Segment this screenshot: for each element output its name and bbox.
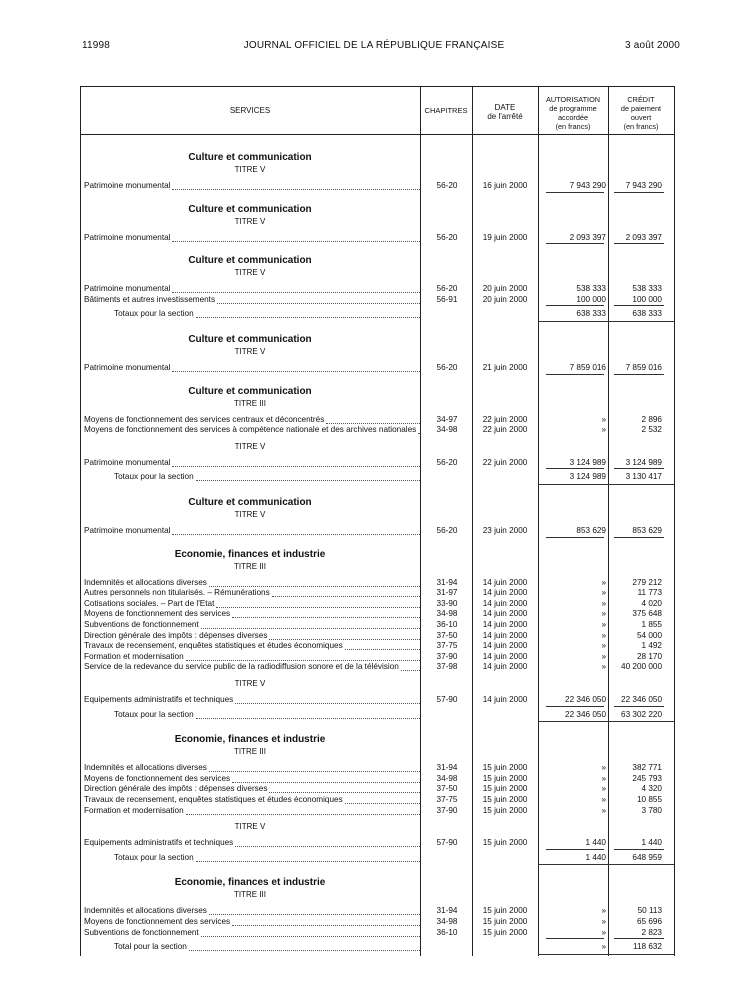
row-leader: [209, 771, 420, 772]
row-leader: [209, 914, 420, 915]
header-credit-line: CRÉDIT: [627, 95, 655, 104]
total-credit: 638 333: [632, 309, 662, 319]
amount-rule: [614, 706, 664, 707]
total-autorisation: »: [601, 942, 606, 952]
row-autorisation: »: [601, 630, 606, 640]
total-autorisation: 638 333: [576, 309, 606, 319]
row-chapitre: 31-94: [436, 906, 458, 916]
section-title: Culture et communication: [188, 255, 312, 267]
section-subtitle: TITRE V: [234, 679, 266, 688]
header-autorisation-line: (en francs): [555, 122, 591, 131]
row-date: 14 juin 2000: [482, 609, 528, 619]
row-leader: [232, 782, 420, 783]
amount-rule: [546, 305, 604, 306]
table-top-border: [80, 86, 675, 87]
section-subtitle: TITRE V: [234, 165, 266, 174]
row-chapitre: 34-97: [436, 414, 458, 424]
journal-title: JOURNAL OFFICIEL DE LA RÉPUBLIQUE FRANÇAISE: [243, 40, 505, 51]
row-label: Service de la redevance du service public de la radiodiffusion sonore et de la télévision: [84, 662, 399, 672]
amount-rule: [546, 243, 604, 244]
row-label: Subventions de fonctionnement: [84, 620, 199, 629]
total-leader: [196, 317, 420, 318]
amount-rule: [546, 537, 604, 538]
section-title: Culture et communication: [188, 497, 312, 508]
section-subtitle: TITRE V: [234, 441, 266, 451]
total-leader: [196, 861, 420, 862]
total-leader: [196, 480, 420, 481]
row-date: 15 juin 2000: [482, 838, 528, 848]
row-credit: 11 773: [637, 588, 662, 598]
row-label: Bâtiments et autres investissements: [84, 294, 216, 304]
row-chapitre: 36-10: [436, 620, 458, 629]
amount-rule: [614, 849, 664, 850]
row-credit: 22 346 050: [621, 695, 662, 704]
row-leader: [172, 371, 420, 372]
section-subtitle: TITRE V: [234, 510, 266, 519]
row-autorisation: 2 093 397: [569, 232, 606, 242]
row-leader: [418, 433, 420, 434]
row-leader: [232, 925, 420, 926]
row-chapitre: 34-98: [436, 917, 458, 926]
row-leader: [269, 792, 420, 793]
header-bottom-border: [80, 134, 675, 135]
row-date: 20 juin 2000: [482, 294, 528, 304]
row-date: 14 juin 2000: [482, 577, 528, 587]
row-leader: [269, 639, 420, 640]
row-chapitre: 37-90: [436, 651, 458, 661]
total-rule: [538, 954, 674, 955]
row-chapitre: 34-98: [436, 609, 458, 619]
row-date: 15 juin 2000: [482, 763, 528, 773]
row-chapitre: 36-10: [436, 927, 458, 937]
row-date: 15 juin 2000: [482, 906, 528, 916]
row-date: 19 juin 2000: [482, 232, 528, 242]
amount-rule: [614, 938, 664, 939]
section-title: Culture et communication: [188, 385, 312, 397]
amount-rule: [546, 706, 604, 707]
row-credit: 1 440: [641, 838, 662, 848]
row-credit: 2 532: [641, 425, 662, 435]
section-title: Economie, finances et industrie: [174, 548, 326, 560]
total-credit: 648 959: [632, 852, 662, 862]
row-leader: [345, 649, 420, 650]
row-credit: 7 943 290: [625, 181, 662, 190]
row-chapitre: 31-94: [436, 577, 458, 587]
row-date: 20 juin 2000: [482, 284, 528, 294]
row-chapitre: 56-20: [436, 526, 458, 535]
row-credit: 28 170: [636, 651, 662, 661]
section-title: Economie, finances et industrie: [174, 734, 326, 746]
row-credit: 853 629: [632, 526, 662, 535]
row-autorisation: »: [601, 414, 606, 424]
row-credit: 54 000: [636, 630, 662, 640]
total-label: Totaux pour la section: [114, 472, 194, 482]
row-label: Moyens de fonctionnement des services: [84, 917, 231, 926]
row-label: Direction générale des impôts : dépenses diverses: [84, 784, 268, 794]
row-leader: [172, 241, 420, 242]
row-autorisation: »: [601, 577, 606, 587]
row-autorisation: »: [601, 662, 606, 672]
header-credit-line: (en francs): [623, 122, 659, 131]
row-chapitre: 37-90: [436, 805, 458, 815]
total-autorisation: 3 124 989: [569, 472, 606, 482]
row-chapitre: 37-75: [436, 641, 458, 651]
row-date: 22 juin 2000: [482, 414, 528, 424]
row-credit: 2 896: [641, 414, 662, 424]
header-credit-line: ouvert: [630, 113, 652, 122]
row-autorisation: »: [601, 588, 606, 598]
section-title: Culture et communication: [188, 203, 312, 215]
row-label: Indemnités et allocations diverses: [84, 763, 207, 773]
page-header: [0, 0, 748, 60]
row-leader: [186, 814, 420, 815]
row-label: Formation et modernisation: [84, 651, 184, 661]
row-autorisation: 853 629: [576, 526, 606, 535]
col-divider-chapitres: [472, 86, 473, 956]
amount-rule: [546, 849, 604, 850]
total-autorisation: 1 440: [585, 852, 606, 862]
section-subtitle: TITRE III: [234, 398, 266, 408]
header-credit: [608, 95, 674, 131]
row-date: 15 juin 2000: [482, 805, 528, 815]
issue-date: 3 août 2000: [624, 40, 680, 51]
row-autorisation: »: [601, 805, 606, 815]
header-autorisation-line: AUTORISATION: [545, 95, 601, 104]
row-autorisation: »: [601, 609, 606, 619]
amount-rule: [614, 374, 664, 375]
section-title: Culture et communication: [188, 152, 312, 163]
total-label: Totaux pour la section: [114, 309, 194, 319]
row-credit: 1 855: [641, 620, 662, 629]
row-autorisation: 7 859 016: [569, 363, 606, 372]
header-date-line: DATE: [494, 103, 516, 112]
row-autorisation: »: [601, 906, 606, 916]
row-label: Patrimoine monumental: [84, 363, 171, 372]
row-leader: [235, 703, 420, 704]
amount-rule: [614, 468, 664, 469]
row-date: 15 juin 2000: [482, 917, 528, 926]
row-label: Formation et modernisation: [84, 805, 184, 815]
row-chapitre: 56-91: [436, 294, 458, 304]
row-chapitre: 56-20: [436, 363, 458, 372]
row-credit: 2 823: [641, 927, 662, 937]
header-services: SERVICES: [229, 106, 271, 115]
amount-rule: [614, 243, 664, 244]
row-date: 15 juin 2000: [482, 927, 528, 937]
row-autorisation: »: [601, 598, 606, 608]
row-credit: 40 200 000: [621, 662, 662, 672]
row-leader: [186, 660, 420, 661]
row-credit: 10 855: [636, 795, 662, 804]
row-autorisation: 3 124 989: [569, 457, 606, 467]
row-chapitre: 37-50: [436, 784, 458, 794]
row-date: 23 juin 2000: [482, 526, 528, 535]
total-label: Total pour la section: [114, 942, 187, 952]
row-autorisation: »: [601, 917, 606, 926]
row-leader: [201, 936, 420, 937]
row-autorisation: »: [601, 425, 606, 435]
total-leader: [189, 950, 420, 951]
row-label: Moyens de fonctionnement des services à compétence nationale et des archives nationales: [84, 425, 417, 435]
col-divider-date: [538, 86, 539, 956]
row-chapitre: 57-90: [436, 838, 458, 848]
row-credit: 2 093 397: [625, 232, 662, 242]
row-chapitre: 33-90: [436, 598, 458, 608]
data-table: [80, 86, 675, 956]
row-autorisation: »: [601, 784, 606, 794]
row-label: Direction générale des impôts : dépenses diverses: [84, 630, 268, 640]
section-subtitle: TITRE V: [234, 822, 266, 832]
row-date: 14 juin 2000: [482, 651, 528, 661]
total-credit: 118 632: [633, 942, 662, 952]
amount-rule: [614, 192, 664, 193]
section-subtitle: TITRE III: [234, 890, 266, 900]
row-label: Patrimoine monumental: [84, 526, 171, 535]
row-date: 16 juin 2000: [482, 181, 528, 190]
amount-rule: [546, 192, 604, 193]
row-label: Equipements administratifs et techniques: [84, 838, 234, 848]
row-credit: 65 696: [636, 917, 662, 926]
row-credit: 7 859 016: [625, 363, 662, 372]
row-credit: 4 320: [641, 784, 662, 794]
row-date: 22 juin 2000: [482, 425, 528, 435]
section-title: Economie, finances et industrie: [174, 877, 326, 889]
row-chapitre: 37-75: [436, 795, 458, 804]
header-autorisation-line: de programme: [549, 104, 597, 113]
header-date-line: de l'arrêté: [487, 112, 523, 121]
row-autorisation: »: [601, 641, 606, 651]
total-credit: 63 302 220: [621, 709, 662, 719]
header-autorisation-line: accordée: [557, 113, 589, 122]
section-subtitle: TITRE V: [234, 347, 266, 356]
total-label: Totaux pour la section: [114, 709, 194, 719]
row-autorisation: »: [601, 763, 606, 773]
row-date: 14 juin 2000: [482, 695, 528, 704]
row-leader: [216, 607, 420, 608]
section-subtitle: TITRE III: [234, 747, 266, 757]
row-date: 14 juin 2000: [482, 641, 528, 651]
row-autorisation: 1 440: [585, 838, 606, 848]
total-rule: [538, 321, 674, 322]
row-leader: [217, 303, 420, 304]
row-leader: [172, 534, 420, 535]
row-credit: 382 771: [632, 763, 662, 773]
row-date: 14 juin 2000: [482, 630, 528, 640]
row-autorisation: »: [601, 651, 606, 661]
col-divider-autorisation: [608, 86, 609, 956]
total-rule: [538, 484, 674, 485]
row-chapitre: 37-98: [436, 662, 458, 672]
page-number: 11998: [82, 40, 111, 51]
table-right-border: [674, 86, 675, 956]
row-label: Subventions de fonctionnement: [84, 927, 199, 937]
row-autorisation: 7 943 290: [569, 181, 606, 190]
total-rule: [538, 721, 674, 722]
row-autorisation: »: [601, 773, 606, 783]
row-label: Patrimoine monumental: [84, 284, 171, 294]
header-credit-line: de paiement: [620, 104, 662, 113]
total-credit: 3 130 417: [625, 472, 662, 482]
amount-rule: [546, 374, 604, 375]
row-credit: 538 333: [632, 284, 662, 294]
row-chapitre: 31-94: [436, 763, 458, 773]
row-chapitre: 56-20: [436, 457, 458, 467]
total-autorisation: 22 346 050: [565, 709, 606, 719]
row-date: 15 juin 2000: [482, 784, 528, 794]
amount-rule: [614, 305, 664, 306]
row-date: 14 juin 2000: [482, 620, 528, 629]
row-chapitre: 56-20: [436, 284, 458, 294]
row-label: Patrimoine monumental: [84, 457, 171, 467]
row-leader: [326, 423, 420, 424]
section-subtitle: TITRE III: [234, 561, 266, 571]
row-date: 15 juin 2000: [482, 795, 528, 804]
row-leader: [172, 466, 420, 467]
row-credit: 50 113: [637, 906, 662, 916]
total-leader: [196, 718, 420, 719]
row-autorisation: 538 333: [576, 284, 606, 294]
amount-rule: [546, 468, 604, 469]
row-credit: 245 793: [632, 773, 662, 783]
row-credit: 375 648: [632, 609, 662, 619]
row-date: 14 juin 2000: [482, 662, 528, 672]
row-leader: [345, 803, 420, 804]
row-label: Travaux de recensement, enquêtes statistiques et études économiques: [84, 795, 343, 804]
row-chapitre: 34-98: [436, 773, 458, 783]
row-label: Moyens de fonctionnement des services: [84, 773, 231, 783]
row-credit: 4 020: [641, 598, 662, 608]
section-title: Culture et communication: [188, 334, 312, 345]
row-label: Cotisations sociales. – Part de l'Etat: [84, 598, 215, 608]
total-label: Totaux pour la section: [114, 852, 194, 862]
row-credit: 279 212: [632, 577, 662, 587]
row-label: Moyens de fonctionnement des services centraux et déconcentrés: [84, 414, 325, 424]
section-subtitle: TITRE V: [234, 216, 266, 226]
row-autorisation: »: [601, 795, 606, 804]
row-credit: 3 124 989: [625, 457, 662, 467]
row-leader: [232, 617, 420, 618]
row-label: Equipements administratifs et techniques: [84, 695, 234, 704]
row-leader: [209, 586, 420, 587]
row-autorisation: »: [601, 927, 606, 937]
row-label: Patrimoine monumental: [84, 232, 171, 242]
row-leader: [201, 628, 420, 629]
row-date: 14 juin 2000: [482, 588, 528, 598]
row-autorisation: »: [601, 620, 606, 629]
row-chapitre: 34-98: [436, 425, 458, 435]
row-leader: [272, 596, 420, 597]
row-chapitre: 37-50: [436, 630, 458, 640]
row-date: 21 juin 2000: [482, 363, 528, 372]
row-label: Indemnités et allocations diverses: [84, 577, 207, 587]
row-credit: 3 780: [641, 805, 662, 815]
row-chapitre: 31-97: [436, 588, 458, 598]
header-chapitres: CHAPITRES: [424, 106, 468, 115]
row-label: Travaux de recensement, enquêtes statistiques et études économiques: [84, 641, 343, 651]
row-label: Moyens de fonctionnement des services: [84, 609, 231, 619]
row-credit: 100 000: [632, 294, 662, 304]
row-autorisation: 100 000: [576, 294, 606, 304]
row-credit: 1 492: [641, 641, 662, 651]
row-chapitre: 57-90: [436, 695, 458, 704]
row-date: 15 juin 2000: [482, 773, 528, 783]
amount-rule: [546, 938, 604, 939]
section-subtitle: TITRE V: [234, 268, 266, 278]
row-label: Autres personnels non titularisés. – Rémunérations: [84, 588, 270, 598]
row-label: Indemnités et allocations diverses: [84, 906, 207, 916]
row-leader: [235, 846, 420, 847]
row-leader: [401, 670, 420, 671]
total-rule: [538, 864, 674, 865]
amount-rule: [614, 537, 664, 538]
row-chapitre: 56-20: [436, 232, 458, 242]
header-date: [472, 103, 538, 121]
row-autorisation: 22 346 050: [565, 695, 606, 704]
col-divider-services: [420, 86, 421, 956]
row-date: 22 juin 2000: [482, 457, 528, 467]
row-leader: [172, 292, 420, 293]
row-chapitre: 56-20: [436, 181, 458, 190]
row-date: 14 juin 2000: [482, 598, 528, 608]
header-autorisation: [538, 95, 608, 131]
row-label: Patrimoine monumental: [84, 181, 171, 190]
row-leader: [172, 189, 420, 190]
